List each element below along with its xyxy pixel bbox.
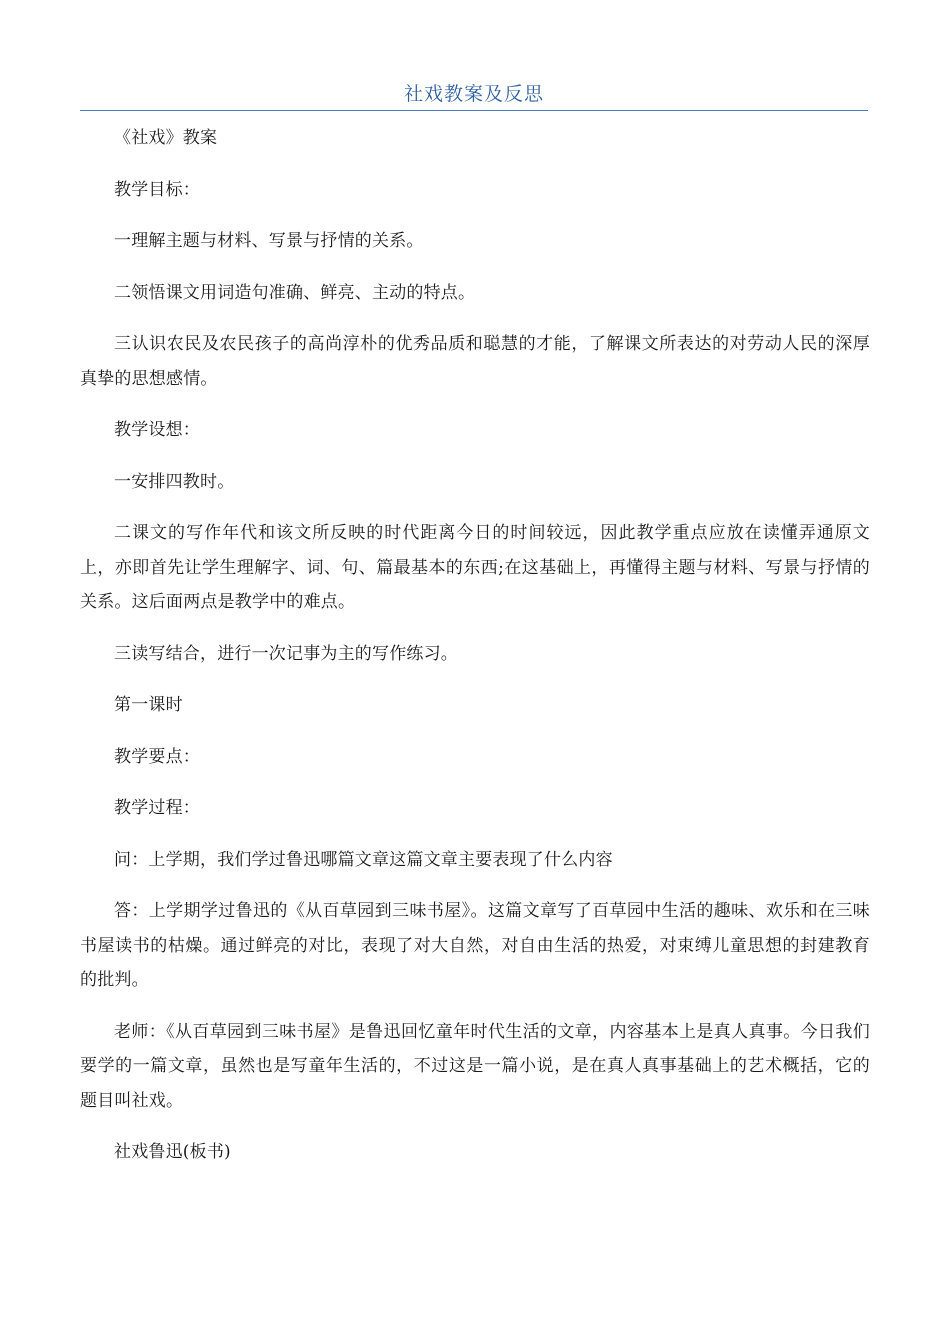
paragraph-blackboard: 社戏鲁迅(板书) [114, 1142, 231, 1162]
paragraph-first-lesson-heading: 第一课时 [114, 695, 183, 715]
paragraph-plan-3: 三读写结合，进行一次记事为主的写作练习。 [114, 643, 458, 664]
document-title: 社戏教案及反思 [403, 83, 544, 105]
paragraph-goal-2: 二领悟课文用词造句准确、鲜亮、主动的特点。 [114, 282, 476, 303]
paragraph-teacher: 老师：《从百草园到三味书屋》是鲁迅回忆童年时代生活的文章，内容基本上是真人真事。今日我们要学的一篇文章，虽然也是写童年生活的，不过这是一篇小说，是在真人真事基础上的艺术概括，它的题目叫社戏。 [80, 1021, 870, 1111]
paragraph-lesson-plan-title: 《社戏》教案 [114, 128, 218, 148]
paragraph-goal-1: 一理解主题与材料、写景与抒情的关系。 [114, 231, 424, 251]
paragraph-plan-1: 一安排四教时。 [114, 471, 235, 492]
document-body [80, 121, 870, 1187]
paragraph-teaching-plan-heading: 教学设想： [114, 420, 200, 440]
paragraph-key-points-heading: 教学要点： [114, 746, 200, 767]
paragraph-answer: 答：上学期学过鲁迅的《从百草园到三味书屋》。这篇文章写了百草园中生活的趣味、欢乐和在三味书屋读书的枯燥。通过鲜亮的对比，表现了对大自然，对自由生活的热爱，对束缚儿童思想的封建教育的批判。 [80, 901, 870, 990]
paragraph-teaching-goals-heading: 教学目标： [114, 179, 200, 200]
page-header [80, 80, 868, 111]
paragraph-plan-2: 二课文的写作年代和该文所反映的时代距离今日的时间较远，因此教学重点应放在读懂弄通原文上，亦即首先让学生理解字、词、句、篇最基本的东西;在这基础上，再懂得主题与材料、写景与抒情的关系。这后面两点是教学中的难点。 [80, 523, 870, 612]
paragraph-goal-3: 三认识农民及农民孩子的高尚淳朴的优秀品质和聪慧的才能，了解课文所表达的对劳动人民的深厚真挚的思想感情。 [80, 334, 870, 389]
paragraph-process-heading: 教学过程： [114, 798, 200, 818]
paragraph-question: 问：上学期，我们学过鲁迅哪篇文章这篇文章主要表现了什么内容 [114, 849, 613, 870]
